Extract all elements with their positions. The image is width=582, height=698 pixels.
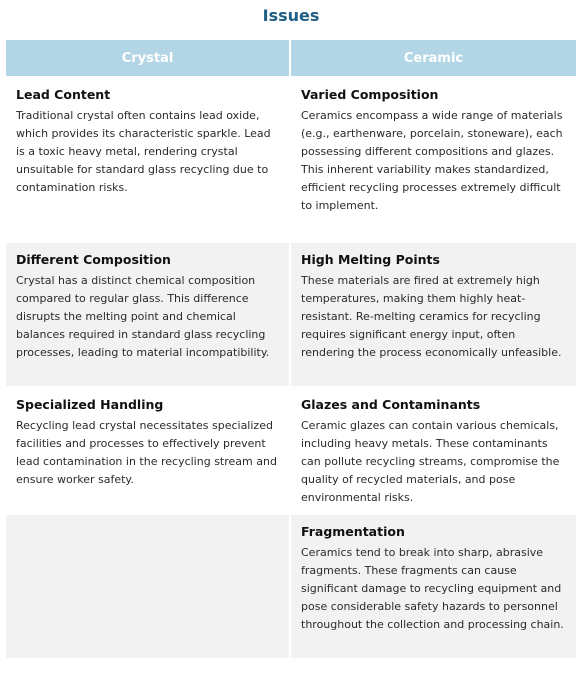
cell-heading: Specialized Handling xyxy=(16,397,164,412)
cell-heading: Fragmentation xyxy=(301,524,405,539)
cell-heading: Lead Content xyxy=(16,87,111,102)
cell-text: Traditional crystal often contains lead oxide, which provides its characteristic sparkle. Lead is a toxic heavy metal, rendering crystal unsuitable for standard glass recycling due to contamination risks. xyxy=(16,109,271,194)
ceramic-cell-fragmentation xyxy=(291,515,576,658)
cell-text: Crystal has a distinct chemical composition compared to regular glass. This difference disrupts the melting point and chemical balances required in standard glass recycling processes, leading to material incompatibility. xyxy=(16,274,270,359)
cell-text: Recycling lead crystal necessitates specialized facilities and processes to effectively prevent lead contamination in the recycling stream and ensure worker safety. xyxy=(16,419,277,486)
cell-text: Ceramics tend to break into sharp, abrasive fragments. These fragments can cause significant damage to recycling equipment and pose considerable safety hazards to personnel throughout the collection and processing chain. xyxy=(301,546,564,631)
crystal-cell-empty xyxy=(6,515,289,658)
cell-heading: Glazes and Contaminants xyxy=(301,397,481,412)
column-header-ceramic: Ceramic xyxy=(291,40,576,76)
ceramic-cell-high-melting-points xyxy=(291,243,576,386)
cell-heading: Different Composition xyxy=(16,252,171,267)
ceramic-cell-varied-composition xyxy=(291,78,576,241)
crystal-cell-different-composition xyxy=(6,243,289,386)
crystal-cell-specialized-handling xyxy=(6,388,289,513)
page-title: Issues xyxy=(262,6,320,25)
ceramic-cell-glazes-and-contaminants xyxy=(291,388,576,513)
cell-text: Ceramic glazes can contain various chemicals, including heavy metals. These contaminants can pollute recycling streams, compromise the quality of recycled materials, and pose environmental risks. xyxy=(301,419,560,504)
crystal-cell-lead-content xyxy=(6,78,289,241)
cell-text: Ceramics encompass a wide range of materials (e.g., earthenware, porcelain, stoneware), each possessing different compositions and glazes. This inherent variability makes standardized, efficient recycling processes extremely difficult to implement. xyxy=(301,109,563,212)
cell-heading: High Melting Points xyxy=(301,252,440,267)
column-header-crystal: Crystal xyxy=(6,40,289,76)
issues-table xyxy=(6,40,576,658)
cell-text: These materials are fired at extremely high temperatures, making them highly heat-resistant. Re-melting ceramics for recycling requires significant energy input, often rendering the process economically unfeasible. xyxy=(301,274,562,359)
cell-heading: Varied Composition xyxy=(301,87,439,102)
